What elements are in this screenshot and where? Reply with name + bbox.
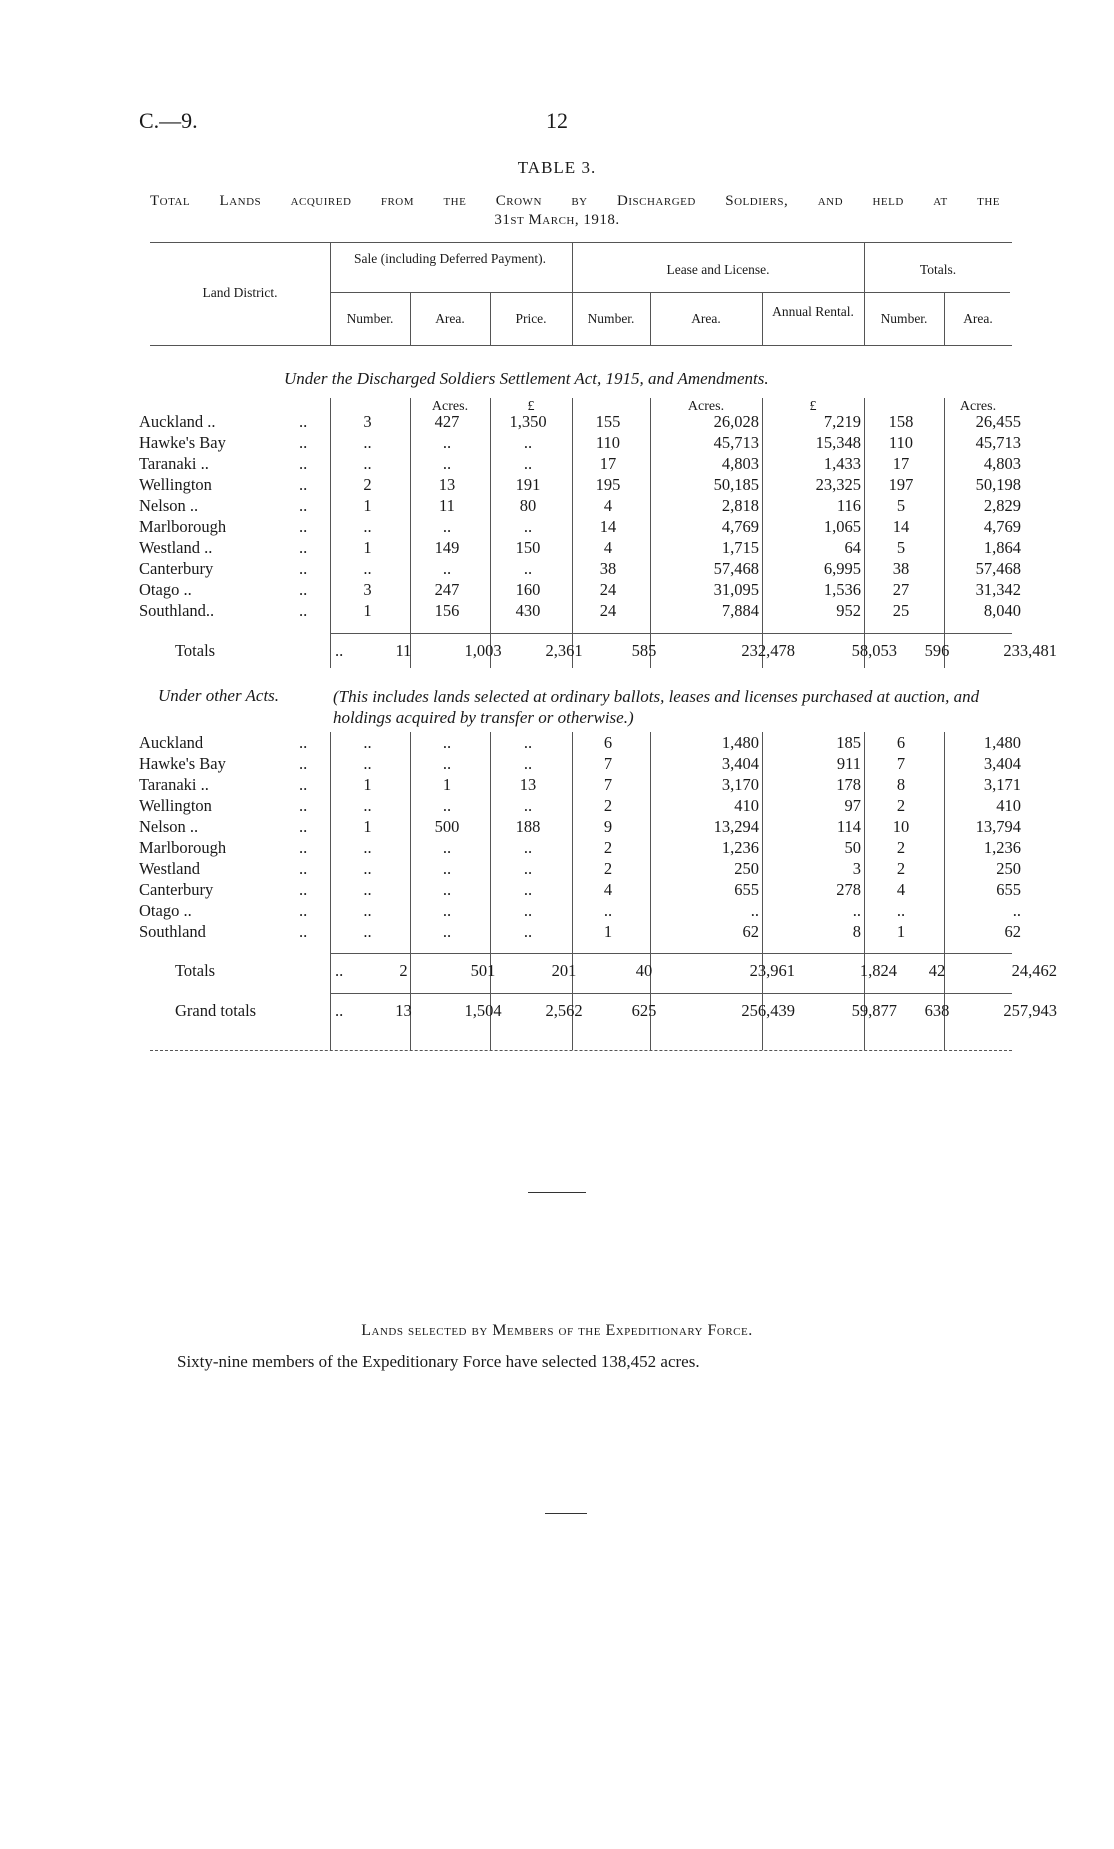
table-row [139,495,1021,516]
lease-area: 23,961 [749,961,795,980]
sale-area: 13 [438,475,456,494]
table-row [139,579,1021,600]
lease-number: 7 [603,754,613,773]
totals-area: 31,342 [975,580,1021,599]
totals-number: 42 [928,961,946,980]
lease-area: 1,236 [721,838,759,857]
section2-totals-rule [330,953,1012,954]
totals-area: 233,481 [1003,641,1057,660]
totals-number: 27 [892,580,910,599]
sale-price: 2,361 [545,641,583,660]
table-row [139,837,1021,858]
sale-number: .. [363,880,372,899]
totals-number: 5 [896,496,906,515]
totals-area: 45,713 [975,433,1021,452]
totals-number: 596 [924,641,950,660]
header-annual-rental: Annual Rental. [772,304,854,319]
table-row [139,900,1021,921]
table-row [139,432,1021,453]
totals-number: 158 [888,412,914,431]
leader-dots: .. [299,538,308,557]
totals-row [139,960,1057,981]
totals-number: 17 [892,454,910,473]
sale-area: 1 [442,775,452,794]
table-row [139,453,1021,474]
header-mid-rule [330,292,1010,293]
lease-number: 2 [603,859,613,878]
table-row [139,774,1021,795]
totals-area: 24,462 [1011,961,1057,980]
totals-label: Totals [175,961,216,980]
sale-price: .. [523,517,533,536]
district-name: Westland [139,859,200,878]
totals-area: 4,803 [983,454,1021,473]
sale-area: .. [442,859,452,878]
district-name: Auckland .. [139,412,216,431]
annual-rental: 911 [836,754,861,773]
leader-dots: .. [335,641,344,660]
header-bottom-rule [150,345,1012,346]
lease-area: 1,715 [721,538,759,557]
sale-area: 156 [434,601,460,620]
lease-area: 256,439 [741,1001,795,1020]
sale-price: .. [523,859,533,878]
totals-area: 62 [1004,922,1021,941]
sale-area: .. [442,838,452,857]
sale-number: .. [363,922,372,941]
sale-price: .. [523,754,533,773]
unit-sale-acres: Acres. [431,399,469,414]
lease-number: 4 [603,538,613,557]
sale-number: 3 [363,580,372,599]
header-sale-price: Price. [515,311,547,326]
lease-area: 3,170 [721,775,759,794]
section2-table [139,732,1021,942]
sale-area: .. [442,559,452,578]
table-label: TABLE 3. [517,158,597,177]
district-name: Westland .. [139,538,213,557]
table-title-line1: Total Lands acquired from the Crown by Discharged Soldiers, and held at the [150,193,1000,209]
sale-area: 427 [434,412,460,431]
section2-heading: Under other Acts. [158,686,280,705]
header-sale-number: Number. [346,311,394,326]
leader-dots: .. [335,961,344,980]
section-divider [528,1192,586,1193]
totals-number: 10 [892,817,910,836]
district-name: Hawke's Bay [139,433,226,452]
sale-area: 247 [434,580,460,599]
leader-dots: .. [299,880,308,899]
annual-rental: 7,219 [823,412,861,431]
leader-dots: .. [299,454,308,473]
totals-area: 50,198 [975,475,1021,494]
section1-totals [139,640,1057,661]
unit-lease-acres: Acres. [687,399,725,414]
sale-number: .. [363,859,372,878]
expeditionary-body: Sixty-nine members of the Expeditionary Force have selected 138,452 acres. [177,1352,700,1371]
header-totals-number: Number. [880,311,928,326]
lease-number: 38 [599,559,617,578]
sale-area: .. [442,880,452,899]
lease-area: 232,478 [741,641,795,660]
lease-area: 1,480 [721,733,759,752]
totals-number: 6 [896,733,906,752]
totals-area: 13,794 [975,817,1021,836]
lease-area: 45,713 [713,433,759,452]
totals-number: 38 [892,559,910,578]
sale-number: .. [363,559,372,578]
table-row [139,516,1021,537]
sale-number: 1 [363,775,372,794]
totals-number: 7 [896,754,906,773]
sale-area: .. [442,433,452,452]
totals-area: 257,943 [1003,1001,1057,1020]
sale-number: 13 [395,1001,412,1020]
sale-price: 80 [519,496,537,515]
lease-area: 50,185 [713,475,759,494]
leader-dots: .. [299,475,308,494]
leader-dots: .. [299,733,308,752]
sale-price: .. [523,880,533,899]
sale-number: .. [363,433,372,452]
annual-rental: 278 [836,880,861,899]
sale-number: .. [363,454,372,473]
unit-totals-acres: Acres. [959,399,997,414]
annual-rental: 15,348 [815,433,861,452]
lease-number: 195 [595,475,621,494]
table-row [139,732,1021,753]
grand-totals-label: Grand totals [175,1001,257,1020]
district-name: Marlborough [139,838,227,857]
sale-area: .. [442,517,452,536]
lease-area: 31,095 [713,580,759,599]
table-row [139,411,1021,432]
sale-area: 1,003 [464,641,502,660]
leader-dots: .. [299,775,308,794]
table-row [139,816,1021,837]
sale-price: .. [523,454,533,473]
table-bottom-rule [150,1050,1012,1051]
district-name: Auckland [139,733,204,752]
lease-area: 7,884 [721,601,759,620]
table-row [139,537,1021,558]
annual-rental: 97 [844,796,861,815]
grand-totals-row [139,1000,1057,1021]
totals-number: 2 [896,796,906,815]
totals-area: 4,769 [983,517,1021,536]
sale-area: .. [442,454,452,473]
annual-rental: 58,053 [851,641,897,660]
sale-price: 201 [551,961,577,980]
lease-number: 585 [631,641,657,660]
annual-rental: 3 [852,859,861,878]
district-name: Nelson .. [139,496,199,515]
annual-rental: 116 [836,496,861,515]
section1-totals-rule [330,633,1012,634]
lease-number: 1 [603,922,613,941]
sale-price: 150 [515,538,541,557]
totals-area: 655 [996,880,1021,899]
sale-number: .. [363,733,372,752]
totals-number: 638 [924,1001,950,1020]
leader-dots: .. [299,601,308,620]
district-name: Southland.. [139,601,215,620]
sale-price: .. [523,922,533,941]
header-vrule [762,292,763,345]
lease-number: 2 [603,796,613,815]
annual-rental: 952 [836,601,861,620]
end-divider [545,1513,587,1514]
lease-number: 40 [635,961,653,980]
lease-area: 655 [734,880,759,899]
unit-lease-pound: £ [809,399,817,414]
table-row [139,795,1021,816]
lease-number: .. [603,901,613,920]
sale-price: 430 [515,601,541,620]
table-row [139,474,1021,495]
leader-dots: .. [299,412,308,431]
lease-area: 62 [742,922,759,941]
district-name: Wellington [139,796,212,815]
leader-dots: .. [299,901,308,920]
table-row [139,600,1021,621]
unit-sale-pound: £ [527,399,535,414]
leader-dots: .. [299,838,308,857]
lease-number: 625 [631,1001,657,1020]
sale-number: .. [363,838,372,857]
document-reference: C.—9. [139,108,198,133]
leader-dots: .. [299,922,308,941]
sale-price: 160 [515,580,541,599]
sale-number: 1 [363,538,372,557]
totals-area: 57,468 [975,559,1021,578]
totals-number: 110 [888,433,914,452]
sale-number: .. [363,796,372,815]
district-name: Southland [139,922,206,941]
header-lease-number: Number. [587,311,635,326]
lease-area: 410 [734,796,759,815]
sale-area: 501 [470,961,496,980]
totals-number: 5 [896,538,906,557]
totals-row [139,640,1057,661]
totals-area: 3,404 [983,754,1021,773]
annual-rental: 64 [844,538,861,557]
totals-area: 26,455 [975,412,1021,431]
sale-number: 3 [363,412,372,431]
district-name: Nelson .. [139,817,199,836]
sale-area: 500 [434,817,460,836]
leader-dots: .. [299,496,308,515]
lease-number: 4 [603,496,613,515]
lease-area: 2,818 [721,496,759,515]
sale-area: .. [442,796,452,815]
leader-dots: .. [299,517,308,536]
header-lease-group: Lease and License. [666,262,770,277]
annual-rental: 1,065 [823,517,861,536]
lease-number: 4 [603,880,613,899]
lease-area: .. [750,901,759,920]
totals-number: 2 [896,859,906,878]
sale-number: 1 [363,601,372,620]
grand-totals-table [139,1000,1057,1021]
sale-area: .. [442,901,452,920]
lease-number: 9 [603,817,613,836]
lease-area: 4,769 [721,517,759,536]
totals-number: 8 [896,775,906,794]
lease-number: 2 [603,838,613,857]
leader-dots: .. [299,559,308,578]
lease-number: 7 [603,775,613,794]
sale-number: .. [363,517,372,536]
table-row [139,921,1021,942]
table-row [139,753,1021,774]
section1-heading: Under the Discharged Soldiers Settlement Act, 1915, and Amendments. [284,369,769,388]
sale-area: 11 [439,496,455,515]
section1-table [139,411,1021,621]
leader-dots: .. [299,754,308,773]
header-lease-area: Area. [691,311,721,326]
annual-rental: 8 [852,922,861,941]
leader-dots: .. [299,859,308,878]
sale-price: 188 [515,817,541,836]
annual-rental: .. [852,901,861,920]
table-row [139,879,1021,900]
annual-rental: 178 [836,775,861,794]
table-row [139,858,1021,879]
district-name: Wellington [139,475,212,494]
district-name: Taranaki .. [139,775,209,794]
annual-rental: 114 [836,817,861,836]
totals-number: 197 [888,475,914,494]
lease-number: 24 [599,580,617,599]
lease-area: 3,404 [721,754,759,773]
leader-dots: .. [299,817,308,836]
district-name: Marlborough [139,517,227,536]
section2-note: (This includes lands selected at ordinary ballots, leases and licenses purchased at auction, and holdings acquired by transfer or otherwise.) [333,687,980,727]
leader-dots: .. [299,796,308,815]
sale-price: .. [523,559,533,578]
totals-area: 1,480 [983,733,1021,752]
district-name: Taranaki .. [139,454,209,473]
table-row [139,558,1021,579]
totals-area: 3,171 [983,775,1021,794]
sale-number: 1 [363,817,372,836]
sale-number: 2 [363,475,372,494]
lease-number: 155 [595,412,621,431]
district-name: Canterbury [139,880,214,899]
sale-area: 1,504 [464,1001,502,1020]
annual-rental: 6,995 [823,559,861,578]
sale-number: 11 [395,641,412,660]
sale-price: .. [523,796,533,815]
totals-area: .. [1012,901,1021,920]
header-sale-group: Sale (including Deferred Payment). [354,251,546,266]
lease-area: 13,294 [713,817,759,836]
leader-dots: .. [299,580,308,599]
sale-area: 149 [434,538,460,557]
sale-area: .. [442,922,452,941]
sale-number: 1 [363,496,372,515]
annual-rental: 1,824 [859,961,897,980]
totals-number: 14 [892,517,910,536]
sale-price: 191 [515,475,541,494]
sale-number: .. [363,754,372,773]
expeditionary-title: Lands selected by Members of the Expeditionary Force. [361,1322,753,1339]
district-name: Hawke's Bay [139,754,226,773]
sale-number: .. [363,901,372,920]
leader-dots: .. [299,433,308,452]
sale-area: .. [442,733,452,752]
page-number: 12 [546,108,568,133]
totals-label: Totals [175,641,216,660]
header-totals-group: Totals. [919,262,957,277]
lease-area: 4,803 [721,454,759,473]
sale-price: .. [523,901,533,920]
sale-price: .. [523,838,533,857]
header-vrule [330,243,331,345]
header-sale-area: Area. [435,311,465,326]
totals-number: 2 [896,838,906,857]
table-title-line2: 31st March, 1918. [494,212,620,228]
sale-price: .. [523,733,533,752]
totals-number: .. [896,901,906,920]
sale-number: 2 [399,961,408,980]
sale-price: .. [523,433,533,452]
totals-area: 2,829 [983,496,1021,515]
annual-rental: 1,433 [823,454,861,473]
grand-totals-rule [330,993,1012,994]
totals-area: 8,040 [983,601,1021,620]
lease-area: 26,028 [713,412,759,431]
totals-area: 1,236 [983,838,1021,857]
header-totals-area: Area. [963,311,993,326]
lease-number: 14 [599,517,617,536]
header-land-district: Land District. [202,285,278,300]
lease-number: 17 [599,454,617,473]
totals-number: 1 [896,922,906,941]
totals-area: 250 [996,859,1021,878]
sale-area: .. [442,754,452,773]
totals-number: 25 [892,601,910,620]
totals-area: 410 [996,796,1021,815]
section2-totals [139,960,1057,981]
annual-rental: 185 [836,733,861,752]
annual-rental: 59,877 [851,1001,897,1020]
lease-number: 24 [599,601,617,620]
lease-number: 110 [595,433,621,452]
leader-dots: .. [335,1001,344,1020]
header-top-rule [150,242,1012,243]
district-name: Canterbury [139,559,214,578]
sale-price: 2,562 [545,1001,583,1020]
annual-rental: 50 [844,838,861,857]
lease-area: 57,468 [713,559,759,578]
annual-rental: 1,536 [823,580,861,599]
district-name: Otago .. [139,901,192,920]
totals-number: 4 [896,880,906,899]
header-vrule [572,243,573,345]
sale-price: 13 [519,775,537,794]
totals-area: 1,864 [983,538,1021,557]
annual-rental: 23,325 [815,475,861,494]
district-name: Otago .. [139,580,192,599]
header-vrule [864,243,865,345]
lease-number: 6 [603,733,613,752]
sale-price: 1,350 [509,412,547,431]
lease-area: 250 [734,859,759,878]
